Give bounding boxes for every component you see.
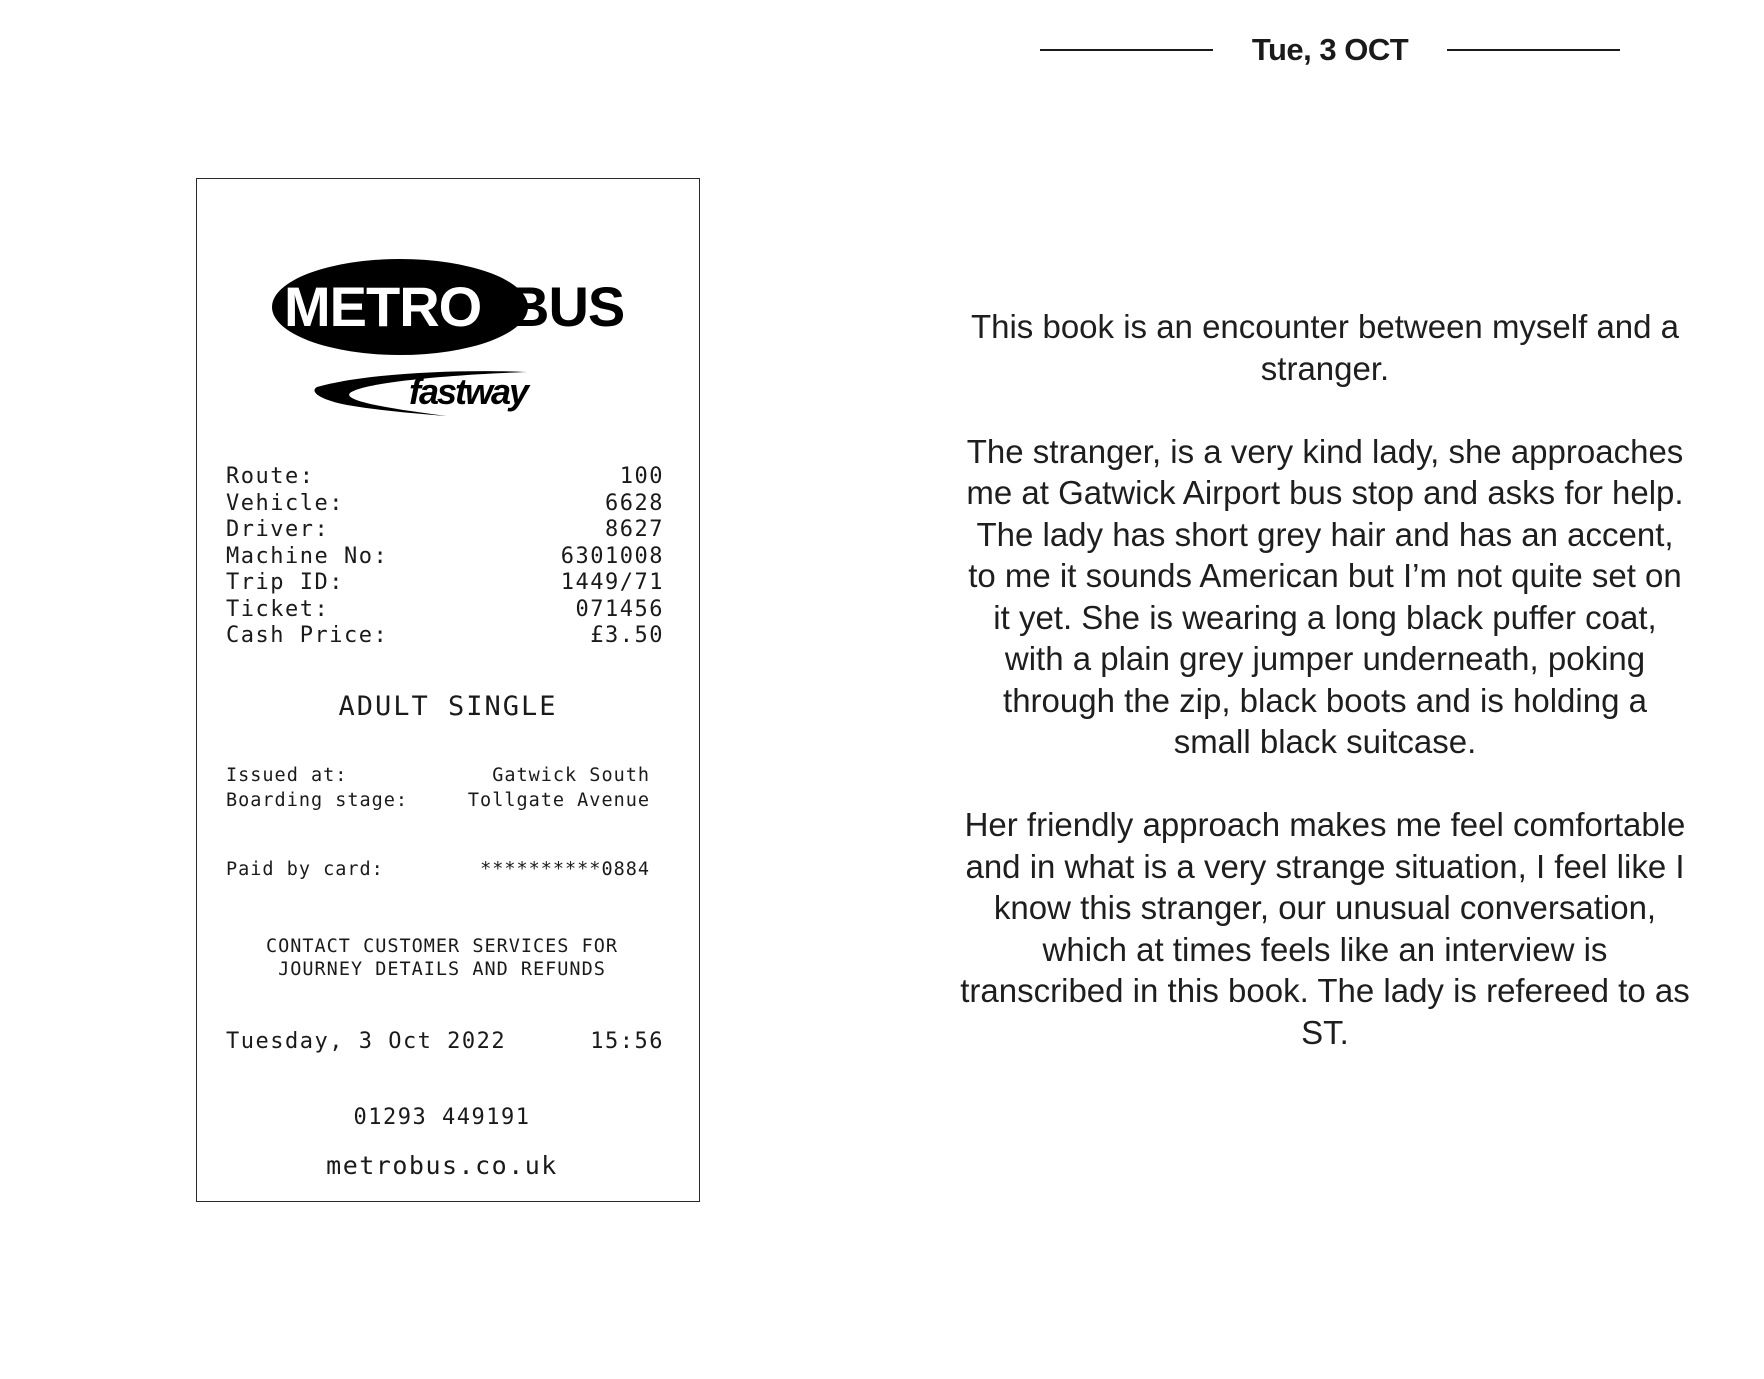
issue-date: Tuesday, 3 Oct 2022 — [226, 1029, 507, 1054]
paid-by-card-label: Paid by card: — [226, 859, 384, 880]
trip-id-value: 1449/71 — [560, 570, 664, 595]
phone-number: 01293 449191 — [353, 1105, 531, 1130]
cash-price-label: Cash Price: — [226, 623, 389, 648]
story-paragraph-2: The stranger, is a very kind lady, she approaches me at Gatwick Airport bus stop and asks for help. The lady has short grey hair and has an accent, to me it sounds American but I’m not quite set on it yet. She is wearing a long black puffer coat, with a plain grey jumper underneath, poking through the zip, black boots and is holding a small black suitcase. — [966, 432, 1684, 760]
customer-services-notice — [197, 935, 687, 981]
svg-text:fastway: fastway — [409, 371, 528, 412]
story-paragraph-3: Her friendly approach makes me feel comfortable and in what is a very strange situation, I feel like I know this stranger, our unusual conversation, which at times feels like an interview is transcribed in this book. The lady is refereed to as ST. — [960, 806, 1690, 1051]
story-text — [960, 306, 1690, 1095]
issued-at-row — [226, 763, 650, 788]
card-payment — [226, 859, 650, 880]
stage-details — [226, 763, 650, 813]
machine-label: Machine No: — [226, 543, 389, 569]
issued-at-label: Issued at: — [226, 765, 348, 786]
ticket-type: ADULT SINGLE — [338, 691, 558, 722]
svg-text:METRO: METRO — [284, 275, 482, 338]
card-number: **********0884 — [480, 859, 650, 880]
svg-text:BUS: BUS — [509, 275, 625, 338]
ticket-details — [226, 464, 664, 650]
cash-price-value: £3.50 — [590, 623, 664, 648]
trip-id-label: Trip ID: — [226, 570, 344, 595]
vehicle-row — [226, 491, 664, 518]
website: metrobus.co.uk — [326, 1151, 558, 1180]
machine-value: 6301008 — [560, 543, 664, 569]
notice-line-2: JOURNEY DETAILS AND REFUNDS — [278, 959, 606, 980]
issue-datetime — [226, 1029, 664, 1054]
boarding-stage-label: Boarding stage: — [226, 790, 409, 811]
boarding-stage-value: Tollgate Avenue — [467, 790, 650, 811]
date-header — [1040, 30, 1620, 74]
boarding-stage-row — [226, 788, 650, 813]
bus-ticket-receipt — [196, 178, 700, 1202]
story-paragraph-1: This book is an encounter between myself and a stranger. — [970, 308, 1680, 387]
machine-row — [226, 544, 664, 571]
date-header-text: Tue, 3 OCT — [1251, 32, 1409, 67]
route-row — [226, 464, 664, 491]
issued-at-value: Gatwick South — [492, 765, 650, 786]
ticket-row — [226, 597, 664, 624]
issue-time: 15:56 — [590, 1029, 664, 1054]
metrobus-fastway-logo — [272, 259, 632, 419]
ticket-value: 071456 — [575, 596, 664, 622]
ticket-label: Ticket: — [226, 596, 330, 622]
route-label: Route: — [226, 464, 315, 489]
paid-by-card-row — [226, 859, 650, 880]
cash-price-row — [226, 623, 664, 650]
driver-label: Driver: — [226, 517, 330, 542]
driver-row — [226, 517, 664, 544]
notice-line-1: CONTACT CUSTOMER SERVICES FOR — [265, 936, 618, 957]
trip-id-row — [226, 570, 664, 597]
vehicle-value: 6628 — [605, 490, 664, 516]
route-value: 100 — [619, 464, 664, 489]
driver-value: 8627 — [605, 517, 664, 542]
date-divider-right — [1447, 49, 1620, 51]
vehicle-label: Vehicle: — [226, 490, 344, 516]
